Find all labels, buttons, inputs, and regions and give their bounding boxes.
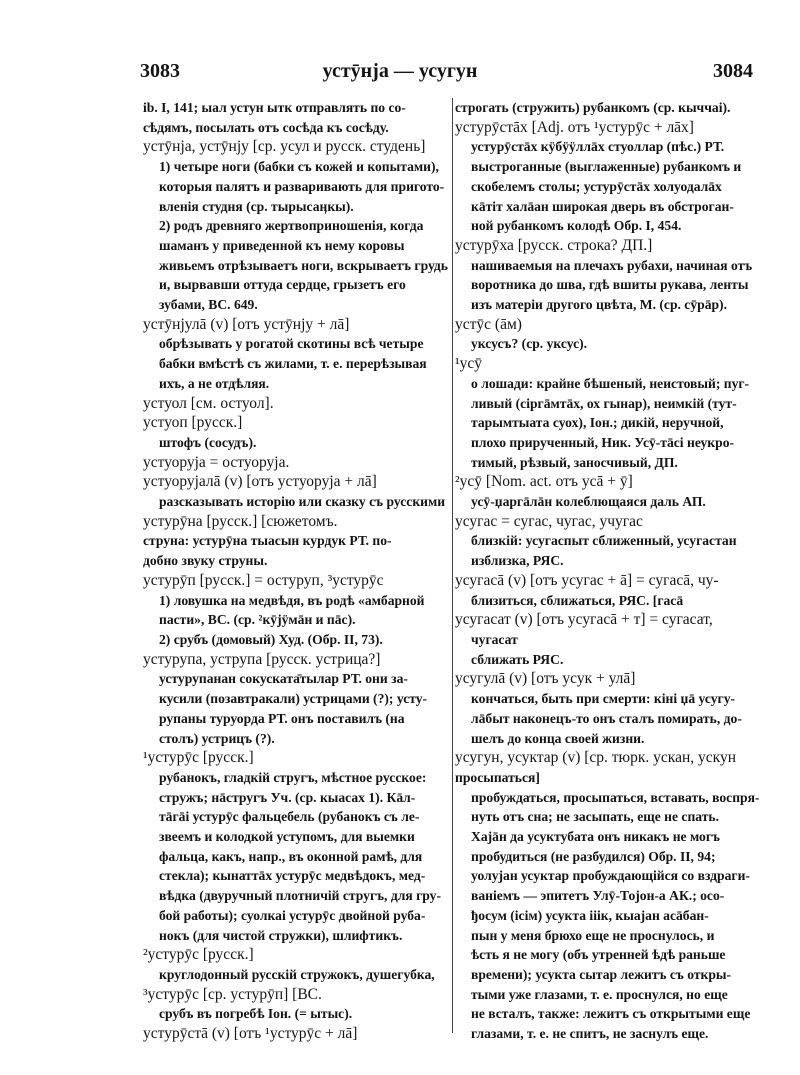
entry-text-line: ѣсть я не могу (объ утренней ѣдѣ раньше xyxy=(471,947,726,963)
entry-text-line: столъ) устрицъ (?). xyxy=(159,730,275,746)
entry-text-line: кусили (позавтракали) устрицами (?); усту- xyxy=(159,691,428,707)
entry-text-line: вленія студня (ср. тырысаӊкы). xyxy=(159,198,354,214)
entry-text-line: выстроганные (выглаженные) рубанкомъ и xyxy=(471,159,742,175)
entry-text-line: разсказывать исторію или сказку съ русскими xyxy=(159,494,446,510)
entry-text-line: о лошади: крайне бѣшеный, неистовый; пуг- xyxy=(471,375,750,391)
entry-text-line: изблизка, РЯС. xyxy=(471,553,564,569)
entry-text-line: воротника до шва, гдѣ вшиты рукава, ленты xyxy=(471,277,749,293)
entry-text-line: уксусъ? (ср. уксус). xyxy=(471,336,588,352)
entry-text-line: 2) срубъ (домовый) Худ. (Обр. II, 73). xyxy=(159,631,383,647)
running-title: устӯнја — усугун xyxy=(322,60,478,82)
page-number-right: 3084 xyxy=(713,60,753,82)
entry-text-line: стружъ; нāстругъ Уч. (ср. кыасах 1). Кāл- xyxy=(159,789,416,805)
entry-headword-line: устурӯна [русск.] [сюжетомъ. xyxy=(143,512,338,530)
entry-text-line: штофъ (сосудъ). xyxy=(159,434,257,450)
entry-text-line: живьемъ отрѣзываетъ ноги, вскрываетъ грудь xyxy=(159,257,448,273)
right-column xyxy=(455,98,760,1044)
entry-text-line: нокъ (для чистой стружки), шлифтикъ. xyxy=(159,927,403,943)
entry-text-line: усӯ-џаргāлāн колеблющаяся даль АП. xyxy=(471,494,706,510)
entry-headword-line: устуол [см. остуол]. xyxy=(143,394,274,412)
entry-text-line: скобелемъ столы; устурӯстāх холуодалāх xyxy=(471,178,722,194)
entry-headword-line: устуоруjалā (v) [отъ устуоруја + лā] xyxy=(143,473,377,491)
entry-headword-line: устурӯха [русск. строка? ДП.] xyxy=(455,236,653,254)
entry-headword-line: ³устурӯс [ср. устурӯп] [ВС. xyxy=(143,985,322,1003)
entry-text-line: близиться, сближаться, РЯС. [гасā xyxy=(471,592,684,608)
page-number-left: 3083 xyxy=(140,60,180,82)
column-divider xyxy=(452,98,453,1033)
entry-text-line: тимый, рѣзвый, заносчивый, ДП. xyxy=(471,454,678,470)
entry-headword-line: устурӯстāх [Adj. отъ ¹устурӯс + лāх] xyxy=(455,118,694,136)
entry-text-line: добно звуку струны. xyxy=(143,553,268,569)
entry-text-line: тарымтыата суох), Іон.; дикій, неручной, xyxy=(471,415,724,431)
entry-headword-line: ¹устурӯс [русск.] xyxy=(143,749,254,767)
entry-text-line: 2) родъ древняго жертвоприношенія, когда xyxy=(159,218,424,234)
entry-headword-line: устӯс (āм) xyxy=(455,315,522,333)
entry-text-line: плохо прирученный, Ник. Усӯ-тāсі неукро- xyxy=(471,434,735,450)
entry-text-line: нашиваемыя на плечахъ рубахи, начиная отъ xyxy=(471,257,753,273)
entry-text-line: стекла); кынаттāх устурӯс медвѣдокъ, мед- xyxy=(159,868,426,884)
entry-text-line: ђосум (ісім) усукта ііік, кыаjан асāбан- xyxy=(471,907,709,923)
entry-text-line: 1) ловушка на медвѣдя, въ родѣ «амбарной xyxy=(159,592,425,608)
entry-text-line: тāгāі устурӯс фальцебель (рубанокъ съ ле- xyxy=(159,809,420,825)
entry-headword-line: усугулā (v) [отъ усук + улā] xyxy=(455,670,636,688)
entry-text-line: строгать (стружить) рубанкомъ (ср. кыччаі). xyxy=(455,100,731,115)
entry-headword-line: усугасат (v) [отъ усугасā + т] = сугасат, xyxy=(455,611,713,629)
entry-headword-line: усугун, усуктар (v) [ср. тюрк. ускан, ускун xyxy=(455,749,737,767)
entry-text-line: не всталъ, также: лежитъ съ открытыми еще xyxy=(471,1006,751,1022)
entry-text-line: шаманъ у приведенной къ нему коровы xyxy=(159,237,405,253)
entry-text-line: пын у меня брюхо еще не проснулось, и xyxy=(471,927,715,943)
entry-text-line: бой работы); суолкаі устурӯс двойной руба- xyxy=(159,907,426,923)
entry-headword-line: устурӯп [русск.] = остуруп, ³устурӯс xyxy=(143,571,384,589)
entry-text-line: круглодонный русскій стружокъ, душегубка, xyxy=(159,966,435,982)
entry-text-line: вѣдка (двуручный плотничій стругъ, для гру- xyxy=(159,888,441,904)
entry-text-line: струна: устурӯна тыасын курдук РТ. по- xyxy=(143,533,392,549)
entry-text-line: ихъ, а не отдѣляя. xyxy=(159,375,270,391)
entry-text-line: сближать РЯС. xyxy=(471,651,564,667)
entry-text-line: пробудиться (не разбудился) Обр. II, 94; xyxy=(471,848,716,864)
entry-text-line: ваніемъ — эпитетъ Улӯ-Тојон-а АК.; осо- xyxy=(471,888,725,904)
entry-text-line: бабки вмѣстѣ съ жилами, т. е. перерѣзывая xyxy=(159,356,427,372)
entry-text-line: просыпаться] xyxy=(455,769,540,785)
entry-text-line: лāбыт наконецъ-то онъ сталъ помирать, до- xyxy=(471,710,742,726)
entry-text-line: рупаны туруорда РТ. онъ поставилъ (на xyxy=(159,710,405,726)
entry-text-line: уолуjан усуктар пробуждающійся со вздраги- xyxy=(471,868,750,884)
left-column xyxy=(143,98,448,1044)
entry-headword-line: устӯнја, устӯнју [ср. усул и русск. студень] xyxy=(143,138,426,156)
entry-headword-line: ²устурӯс [русск.] xyxy=(143,946,254,964)
entry-text-line: и, вырвавши оттуда сердце, грызетъ его xyxy=(159,277,406,293)
entry-headword-line: устуоруја = остуоруја. xyxy=(143,453,290,471)
entry-text-line: пробуждаться, просыпаться, вставать, воспря- xyxy=(471,789,760,805)
entry-text-line: кāтіт халāан широкая дверь въ обстроган- xyxy=(471,198,734,214)
entry-text-line: глазами, т. е. не спитъ, не заснулъ еще. xyxy=(471,1026,709,1042)
entry-headword-line: усугасā (v) [отъ усугас + ā] = сугасā, чу- xyxy=(455,571,719,589)
entry-text-line: фальца, какъ, напр., въ оконной рамѣ, для xyxy=(159,848,423,864)
entry-text-line: звеемъ и колодкой уступомъ, для выемки xyxy=(159,829,415,845)
entry-text-line: изъ матеріи другого цвѣта, М. (ср. сӯрāр). xyxy=(471,297,727,313)
entry-text-line: обрѣзывать у рогатой скотины всѣ четыре xyxy=(159,336,424,352)
entry-text-line: ной рубанкомъ колодѣ Обр. I, 454. xyxy=(471,218,682,234)
entry-text-line: сѣдямъ, посылать отъ сосѣда къ сосѣду. xyxy=(143,119,389,135)
entry-text-line: срубъ въ погребѣ Іон. (= ытыс). xyxy=(159,1006,353,1022)
entry-headword-line: ²усӯ [Nom. act. отъ усā + ӯ] xyxy=(455,473,633,491)
entry-headword-line: устуоп [русск.] xyxy=(143,414,243,432)
entry-text-line: близкій: усугаспыт сближенный, усугастан xyxy=(471,533,737,549)
entry-text-line: рубанокъ, гладкій стругъ, мѣстное русское: xyxy=(159,769,427,785)
entry-text-line: зубами, ВС. 649. xyxy=(159,297,258,313)
entry-text-line: пасти», ВС. (ср. ²кӯјӱмāн и пāс). xyxy=(159,612,356,628)
entry-headword-line: устурӯстā (v) [отъ ¹устурӯс + лā] xyxy=(143,1025,358,1043)
entry-text-line: ib. I, 141; ыал устун ытк отправлять по со- xyxy=(143,100,406,115)
entry-headword-line: усугас = сугас, чугас, учугас xyxy=(455,512,643,530)
entry-headword-line: устурупа, уструпа [русск. устрица?] xyxy=(143,650,381,668)
entry-text-line: Хаjāн да усуктубата онъ никакъ не могъ xyxy=(471,829,720,845)
entry-text-line: чугасат xyxy=(471,631,518,647)
entry-headword-line: устӯнјулā (v) [отъ устӯнју + лā] xyxy=(143,315,350,333)
entry-text-line: устурупанан сокуската̄тылар РТ. они за- xyxy=(159,671,408,687)
entry-text-line: нуть отъ сна; не засыпать, еще не спать. xyxy=(471,809,719,825)
entry-text-line: тыми уже глазами, т. е. проснулся, но еще xyxy=(471,986,728,1002)
entry-text-line: кончаться, быть при смерти: кіні џā усугу- xyxy=(471,691,736,707)
entry-text-line: ливый (сіргāмтāх, ох гынар), неимкій (тут- xyxy=(471,395,737,411)
entry-text-line: 1) четыре ноги (бабки съ кожей и копытами), xyxy=(159,159,439,175)
entry-text-line: которыя палятъ и разваривають для пригото- xyxy=(159,178,445,194)
entry-text-line: устурӯстāх кӱбӱӱллāх стуоллар (пѣс.) РТ. xyxy=(471,139,725,155)
entry-headword-line: ¹усӯ xyxy=(455,355,483,373)
entry-text-line: времени); усукта сытар лежитъ съ откры- xyxy=(471,966,732,982)
entry-text-line: шелъ до конца своей жизни. xyxy=(471,730,645,746)
